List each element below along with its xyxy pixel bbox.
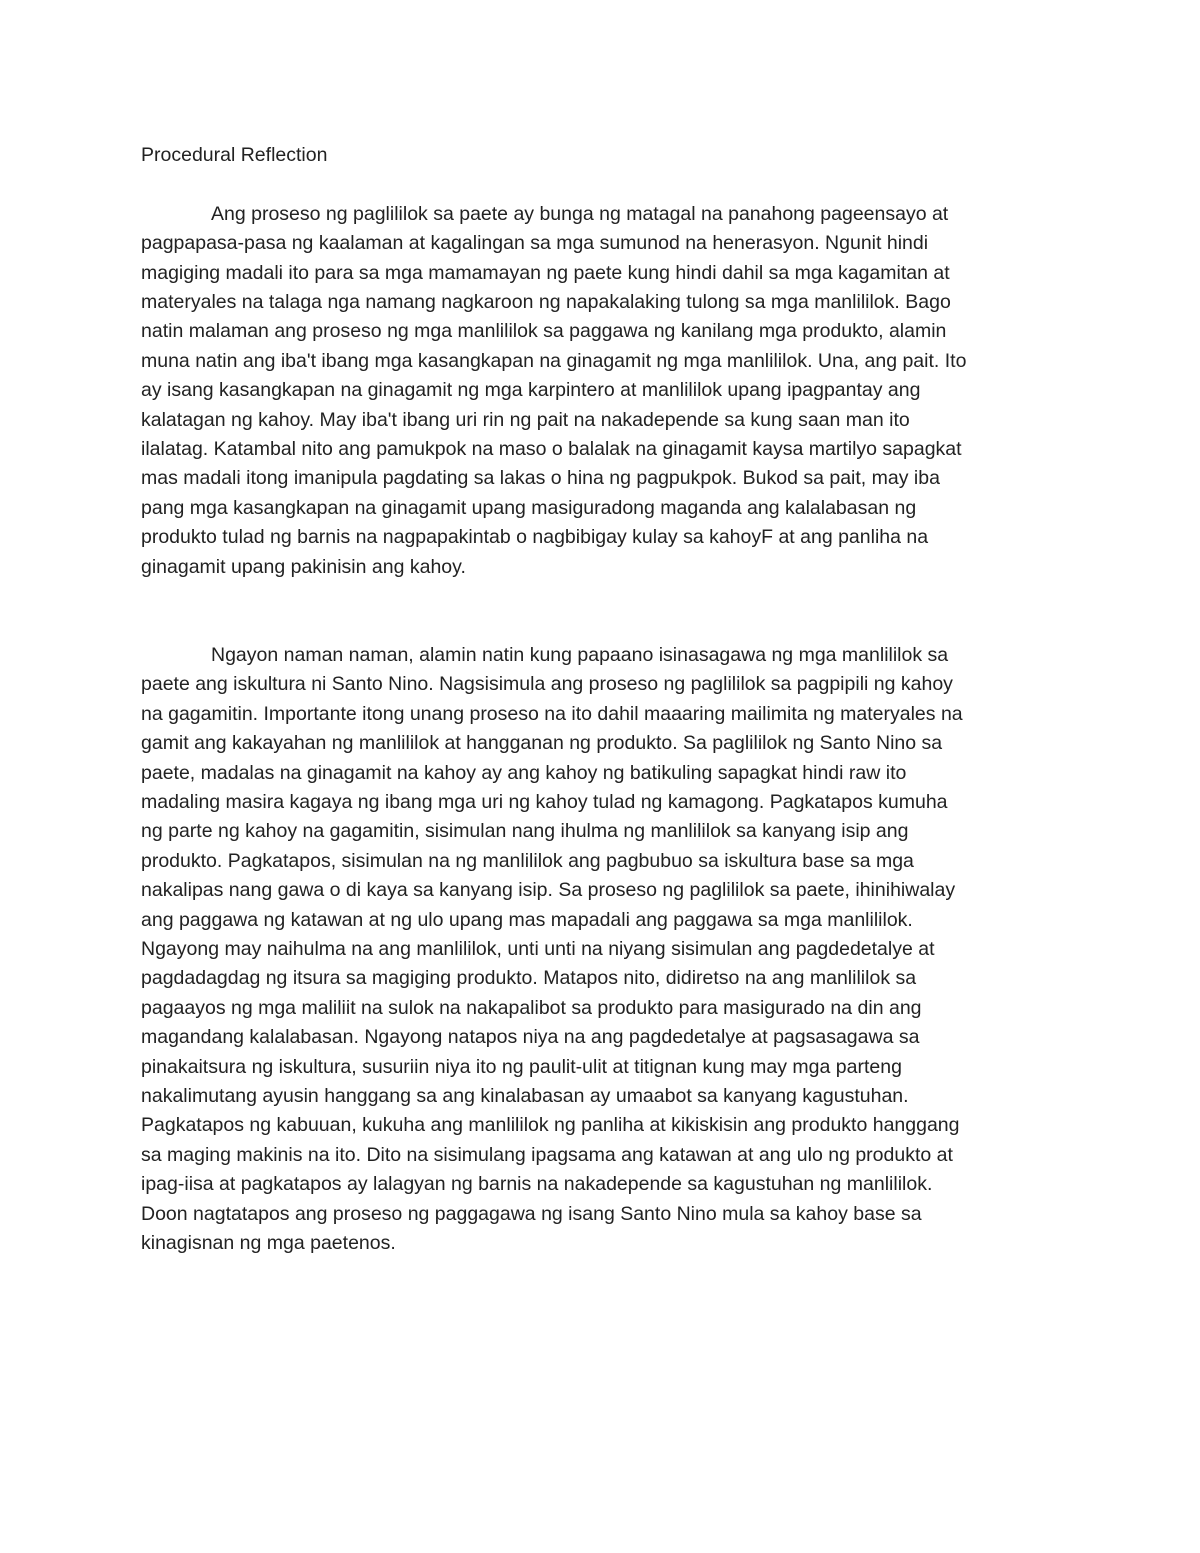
paragraph-line: kinagisnan ng mga paetenos. (141, 1232, 396, 1254)
paragraph-tools (141, 200, 1059, 582)
paragraph-line: muna natin ang iba't ibang mga kasangkapan na ginagamit ng mga manlililok. Una, ang pait. Ito (141, 349, 967, 372)
document-body (141, 141, 1059, 1258)
paragraph-line: Ang proseso ng paglililok sa paete ay bunga ng matagal na panahong pageensayo at (211, 202, 949, 225)
paragraph-line: Pagkatapos ng kabuuan, kukuha ang manlililok ng panliha at kikiskisin ang produkto hanggang (141, 1114, 960, 1137)
paragraph-line: Doon nagtatapos ang proseso ng paggagawa ng isang Santo Nino mula sa kahoy base sa (141, 1202, 922, 1225)
spacer (141, 170, 1059, 199)
paragraph-line: paete, madalas na ginagamit na kahoy ay ang kahoy ng batikuling sapagkat hindi raw ito (141, 761, 907, 784)
paragraph-line: magandang kalalabasan. Ngayong natapos niya na ang pagdedetalye at pagsasagawa sa (141, 1026, 920, 1049)
paragraph-line: madaling masira kagaya ng ibang mga uri ng kahoy tulad ng kamagong. Pagkatapos kumuha (141, 790, 948, 813)
paragraph-line: materyales na talaga nga namang nagkaroon ng napakalaking tulong sa mga manlililok. Bago (141, 291, 951, 314)
paragraph-line: kalatagan ng kahoy. May iba't ibang uri rin ng pait na nakadepende sa kung saan man ito (141, 408, 910, 431)
paragraph-line: pagaayos ng mga maliliit na sulok na nakapalibot sa produkto para masigurado na din ang (141, 996, 922, 1019)
paragraph-line: ang paggawa ng katawan at ng ulo upang mas mapadali ang paggawa sa mga manlililok. (141, 908, 913, 931)
paragraph-line: ipag-iisa at pagkatapos ay lalagyan ng barnis na nakadepende sa kagustuhan ng manlililok. (141, 1173, 933, 1196)
paragraph-line: ilalatag. Katambal nito ang pamukpok na maso o balalak na ginagamit kaysa martilyo sapagkat (141, 438, 962, 461)
paragraph-line: ay isang kasangkapan na ginagamit ng mga karpintero at manlililok upang ipagpantay ang (141, 379, 921, 402)
paragraph-line: natin malaman ang proseso ng mga manlililok sa paggawa ng kanilang mga produkto, alamin (141, 320, 947, 343)
paragraph-line: ginagamit upang pakinisin ang kahoy. (141, 555, 466, 578)
paragraph-line: pang mga kasangkapan na ginagamit upang masiguradong maganda ang kalalabasan ng (141, 496, 917, 519)
paragraph-line: mas madali itong imanipula pagdating sa lakas o hina ng pagpukpok. Bukod sa pait, may iba (141, 467, 940, 490)
paragraph-line: pinakaitsura ng iskultura, susuriin niya ito ng paulit-ulit at titignan kung may mga parteng (141, 1055, 902, 1078)
paragraph-line: na gagamitin. Importante itong unang proseso na ito dahil maaaring mailimita ng materyales na (141, 702, 963, 725)
paragraph-line: Ngayong may naihulma na ang manlililok, unti unti na niyang sisimulan ang pagdedetalye at (141, 937, 935, 960)
paragraph-line: pagdadagdag ng itsura sa magiging produkto. Matapos nito, didiretso na ang manlililok sa (141, 967, 917, 990)
paragraph-line: nakalimutang ayusin hanggang sa ang kinalabasan ay umaabot sa kanyang kagustuhan. (141, 1084, 909, 1107)
paragraph-line: magiging madali ito para sa mga mamamayan ng paete kung hindi dahil sa mga kagamitan at (141, 261, 950, 284)
paragraph-line: nakalipas nang gawa o di kaya sa kanyang isip. Sa proseso ng paglililok sa paete, ihinihiwalay (141, 879, 956, 902)
spacer (141, 582, 1059, 641)
paragraph-line: ng parte ng kahoy na gagamitin, sisimulan nang ihulma ng manlililok sa kanyang isip ang (141, 820, 909, 843)
paragraph-line: produkto tulad ng barnis na nagpapakintab o nagbibigay kulay sa kahoyF at ang panliha na (141, 526, 929, 549)
paragraph-line: pagpapasa-pasa ng kaalaman at kagalingan sa mga sumunod na henerasyon. Ngunit hindi (141, 232, 929, 255)
document-title: Procedural Reflection (141, 144, 328, 166)
paragraph-line: sa maging makinis na ito. Dito na sisimulang ipagsama ang katawan at ang ulo ng produkto at (141, 1143, 953, 1166)
paragraph-line: gamit ang kakayahan ng manlililok at hangganan ng produkto. Sa paglililok ng Santo Nino sa (141, 732, 943, 755)
paragraph-process (141, 641, 1059, 1259)
paragraph-line: paete ang iskultura ni Santo Nino. Nagsisimula ang proseso ng paglililok sa pagpipili ng kahoy (141, 673, 953, 696)
paragraph-line: produkto. Pagkatapos, sisimulan na ng manlililok ang pagbubuo sa iskultura base sa mga (141, 849, 914, 872)
paragraph-line: Ngayon naman naman, alamin natin kung papaano isinasagawa ng mga manlililok sa (211, 643, 949, 666)
